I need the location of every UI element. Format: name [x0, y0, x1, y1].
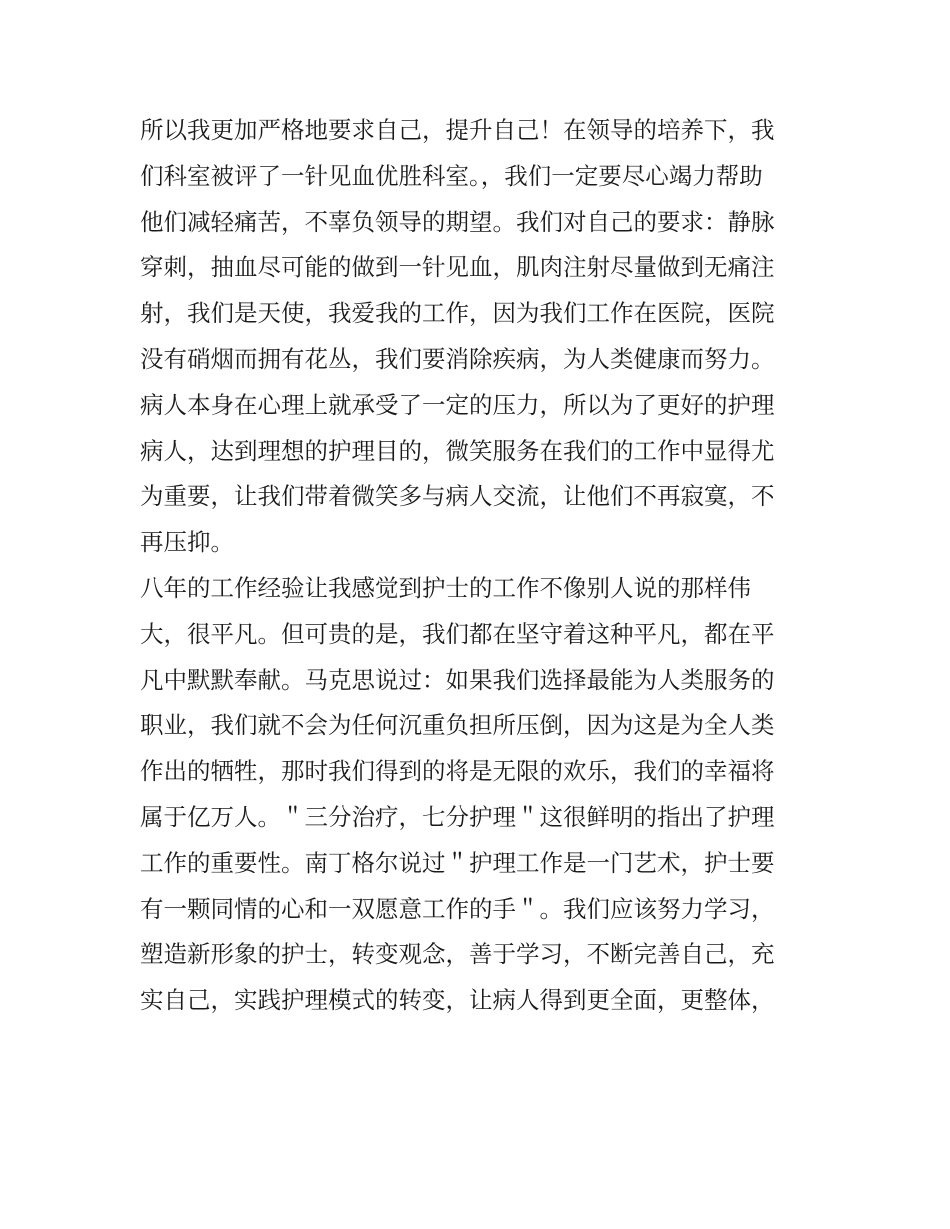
text-line: 属于亿万人。＂三分治疗，七分护理＂这很鲜明的指出了护理: [140, 802, 775, 831]
text-line: 有一颗同情的心和一双愿意工作的手＂。我们应该努力学习，: [140, 894, 775, 923]
body-text: [140, 108, 830, 1024]
text-line: 实自己，实践护理模式的转变，让病人得到更全面，更整体，: [140, 986, 775, 1015]
text-line: 们科室被评了一针见血优胜科室。，我们一定要尽心竭力帮助: [140, 161, 763, 190]
text-line: 八年的工作经验让我感觉到护士的工作不像别人说的那样伟: [140, 573, 751, 602]
text-line: 作出的牺牲，那时我们得到的将是无限的欢乐，我们的幸福将: [140, 757, 775, 786]
text-line: 他们减轻痛苦，不辜负领导的期望。我们对自己的要求：静脉: [140, 207, 775, 236]
text-line: 凡中默默奉献。马克思说过：如果我们选择最能为人类服务的: [140, 665, 775, 694]
text-line: 工作的重要性。南丁格尔说过＂护理工作是一门艺术，护士要: [140, 848, 775, 877]
text-line: 病人本身在心理上就承受了一定的压力，所以为了更好的护理: [140, 390, 775, 419]
text-line: 病人，达到理想的护理目的，微笑服务在我们的工作中显得尤: [140, 436, 775, 465]
text-line: 为重要，让我们带着微笑多与病人交流，让他们不再寂寞，不: [140, 482, 775, 511]
text-line: 没有硝烟而拥有花丛，我们要消除疾病，为人类健康而努力。: [140, 344, 775, 373]
text-line: 塑造新形象的护士，转变观念，善于学习，不断完善自己，充: [140, 940, 775, 969]
text-line: 穿刺，抽血尽可能的做到一针见血，肌肉注射尽量做到无痛注: [140, 253, 775, 282]
text-line: 大，很平凡。但可贵的是，我们都在坚守着这种平凡，都在平: [140, 619, 775, 648]
text-line: 射，我们是天使，我爱我的工作，因为我们工作在医院，医院: [140, 299, 775, 328]
text-line: 职业，我们就不会为任何沉重负担所压倒，因为这是为全人类: [140, 711, 775, 740]
text-line: 所以我更加严格地要求自己，提升自己！在领导的培养下，我: [140, 116, 775, 144]
text-line: 再压抑。: [140, 528, 234, 557]
